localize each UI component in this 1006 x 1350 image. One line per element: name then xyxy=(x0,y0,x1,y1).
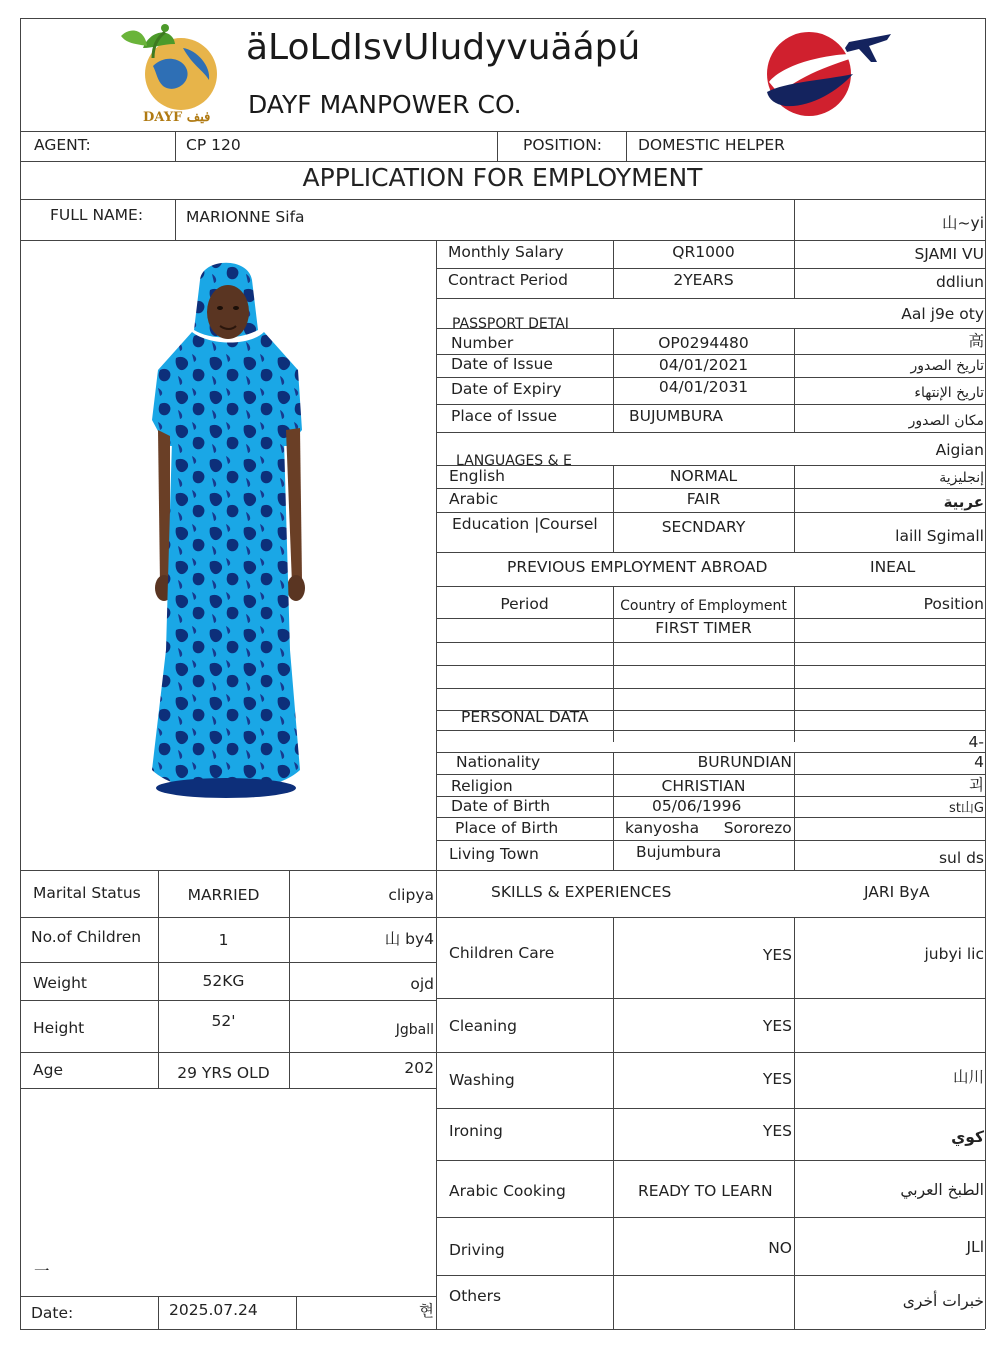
language-value-1: FAIR xyxy=(686,490,721,508)
passport-heading: PASSPORT DETAI xyxy=(452,316,569,328)
skills-heading-alt: JARI ByA xyxy=(864,883,930,901)
full-name-value: MARIONNE Sifa xyxy=(186,208,305,226)
skill-label-5: Driving xyxy=(449,1241,505,1259)
personal-value-2: 05/06/1996 xyxy=(652,797,742,815)
previous-col-period: Period xyxy=(500,595,549,613)
passport-value-2: 04/01/2031 xyxy=(658,378,749,396)
misc-mark: 一 xyxy=(34,1262,50,1280)
header-title: äLoLdIsvUludyvuäápú xyxy=(246,27,641,68)
passport-alt-0: 高 xyxy=(968,332,984,350)
skill-value-2: YES xyxy=(762,1070,792,1088)
passport-alt-2: تاريخ الإنتهاء xyxy=(914,385,984,401)
personal-heading: PERSONAL DATA xyxy=(461,708,589,726)
previous-heading-alt: INEAL xyxy=(870,558,916,576)
passport-label-0: Number xyxy=(451,334,514,352)
language-alt-1: عربية xyxy=(943,493,984,511)
personal-value-1: CHRISTIAN xyxy=(661,777,746,795)
personal-label-2: Date of Birth xyxy=(451,797,551,815)
left-alt-0: clipya xyxy=(388,886,434,904)
personal-label-1: Religion xyxy=(451,777,513,795)
left-label-2: Weight xyxy=(33,974,88,992)
skill-value-4: READY TO LEARN xyxy=(638,1182,773,1200)
form-title: APPLICATION FOR EMPLOYMENT xyxy=(302,163,703,192)
date-value: 2025.07.24 xyxy=(169,1301,258,1319)
previous-first-value: FIRST TIMER xyxy=(655,619,752,637)
personal-alt-1: 괴 xyxy=(969,776,984,794)
passport-value-0: OP0294480 xyxy=(658,334,749,352)
personal-alt-4: sul ds xyxy=(938,849,984,867)
left-label-0: Marital Status xyxy=(33,884,141,902)
skill-alt-4: الطبخ العربي xyxy=(900,1181,984,1199)
personal-value-4: Bujumbura xyxy=(636,843,722,861)
left-alt-4: 202 xyxy=(404,1059,434,1077)
position-value: DOMESTIC HELPER xyxy=(638,136,785,154)
passport-label-2: Date of Expiry xyxy=(451,380,562,398)
agent-value: CP 120 xyxy=(186,136,241,154)
left-label-4: Age xyxy=(33,1061,63,1079)
skill-alt-5: JLl xyxy=(966,1238,984,1256)
position-label: POSITION: xyxy=(523,136,603,154)
previous-heading: PREVIOUS EMPLOYMENT ABROAD xyxy=(507,558,768,576)
skill-label-1: Cleaning xyxy=(449,1017,517,1035)
date-label: Date: xyxy=(31,1304,74,1322)
skill-value-5: NO xyxy=(768,1239,792,1257)
passport-heading-alt: Aal j9e oty xyxy=(901,305,984,323)
full-name-alt: 山~yi xyxy=(942,214,984,232)
skill-value-3: YES xyxy=(762,1122,792,1140)
skill-label-0: Children Care xyxy=(449,944,555,962)
skill-label-2: Washing xyxy=(449,1071,515,1089)
passport-value-1: 04/01/2021 xyxy=(658,356,749,374)
skills-heading: SKILLS & EXPERIENCES xyxy=(491,883,672,901)
skill-alt-6: خبرات أخرى xyxy=(902,1292,984,1310)
skill-label-3: Ironing xyxy=(449,1122,503,1140)
airplane-logo xyxy=(745,22,895,122)
skill-label-6: Others xyxy=(449,1287,502,1305)
passport-value-3: BUJUMBURA xyxy=(629,407,723,425)
skill-label-4: Arabic Cooking xyxy=(449,1182,566,1200)
contract-value-1: 2YEARS xyxy=(673,271,734,289)
language-alt-2: laill Sgimall xyxy=(895,527,984,545)
left-value-3: 52' xyxy=(211,1012,236,1030)
company-name: DAYF MANPOWER CO. xyxy=(248,90,522,119)
left-label-3: Height xyxy=(33,1019,85,1037)
personal-value-0: BURUNDIAN xyxy=(697,753,792,771)
contract-value-0: QR1000 xyxy=(672,243,735,261)
left-value-1: 1 xyxy=(218,931,229,949)
language-value-2: SECNDARY xyxy=(661,518,746,536)
skill-alt-3: كوي xyxy=(951,1128,984,1146)
contract-alt-1: ddliun xyxy=(936,273,984,291)
personal-alt-2: st山G xyxy=(949,801,984,816)
passport-label-1: Date of Issue xyxy=(451,355,553,373)
previous-col-position: Position xyxy=(923,595,984,613)
left-label-1: No.of Children xyxy=(31,928,142,946)
left-value-2: 52KG xyxy=(202,972,245,990)
date-alt: 현 xyxy=(419,1302,434,1320)
language-alt-0: إنجليزية xyxy=(939,470,984,486)
previous-col-country: Country of Employment xyxy=(620,598,787,614)
personal-alt-0: 4 xyxy=(974,753,984,771)
agent-label: AGENT: xyxy=(34,136,91,154)
language-label-2: Education |Coursel xyxy=(452,515,598,533)
skill-value-0: YES xyxy=(762,946,792,964)
left-alt-2: ojd xyxy=(410,975,434,993)
personal-label-4: Living Town xyxy=(449,845,539,863)
full-name-label: FULL NAME: xyxy=(50,206,144,224)
personal-label-3: Place of Birth xyxy=(455,819,559,837)
skill-alt-2: 山川 xyxy=(952,1068,984,1086)
personal-dash-alt: 4- xyxy=(968,733,984,751)
left-value-0: MARRIED xyxy=(187,886,260,904)
language-label-0: English xyxy=(449,467,505,485)
language-label-1: Arabic xyxy=(449,490,499,508)
passport-alt-1: تاريخ الصدور xyxy=(910,358,984,374)
passport-alt-3: مكان الصدور xyxy=(908,413,984,429)
personal-value-3: kanyosha Sororezo xyxy=(625,819,792,837)
contract-label-0: Monthly Salary xyxy=(448,243,564,261)
logo-text: DAYF فيف xyxy=(143,110,211,125)
languages-heading: LANGUAGES & E xyxy=(456,453,572,465)
left-alt-3: Jgball xyxy=(395,1022,434,1038)
left-value-4: 29 YRS OLD xyxy=(177,1064,270,1082)
personal-label-0: Nationality xyxy=(456,753,541,771)
contract-alt-0: SJAMI VU xyxy=(914,245,984,263)
passport-label-3: Place of Issue xyxy=(451,407,558,425)
applicant-photo xyxy=(140,250,310,805)
skill-alt-0: jubyi lic xyxy=(924,945,984,963)
contract-label-1: Contract Period xyxy=(448,271,568,289)
left-alt-1: 山 by4 xyxy=(384,930,434,948)
skill-value-1: YES xyxy=(762,1017,792,1035)
language-value-0: NORMAL xyxy=(669,467,738,485)
languages-heading-alt: Aigian xyxy=(935,441,984,459)
